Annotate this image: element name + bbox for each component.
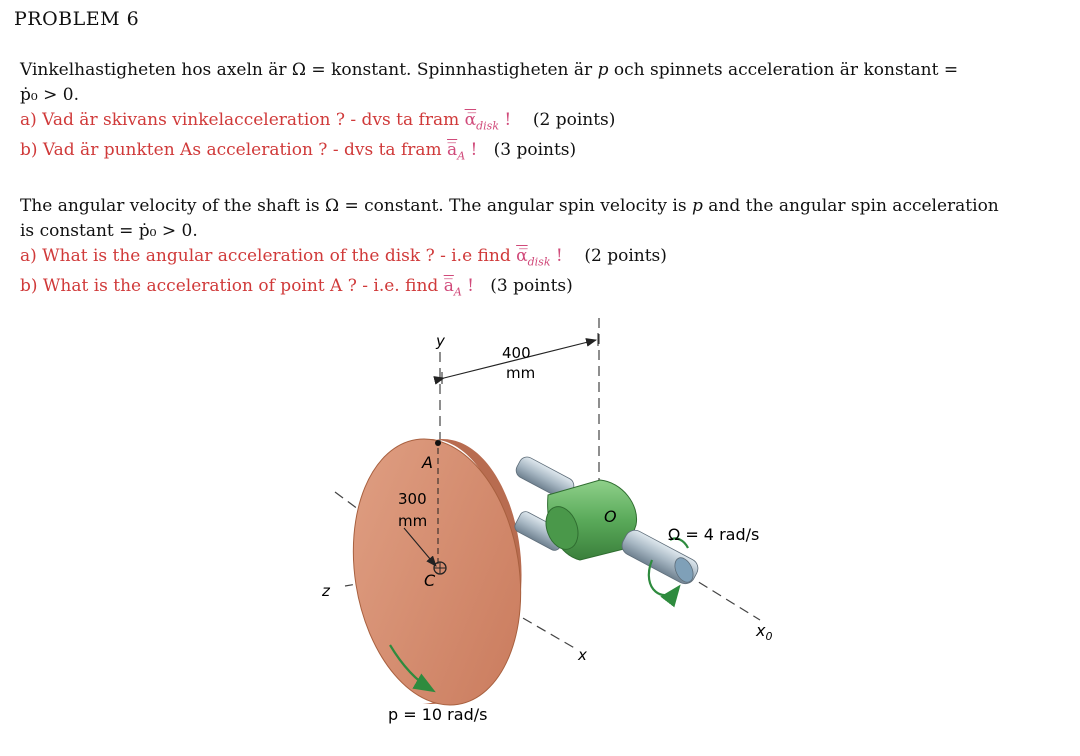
- disk-face: [335, 427, 539, 717]
- english-question-b: b) What is the acceleration of point A ? - i.e. find $a̅_A$ ! (3 points): [20, 276, 573, 299]
- label-o: O: [604, 507, 617, 526]
- label-mm-side: mm: [398, 512, 428, 530]
- label-omega: Ω = 4 rad/s: [668, 525, 760, 544]
- label-p: p = 10 rad/s: [388, 705, 488, 724]
- label-mm-top: mm: [506, 364, 536, 382]
- problem-title: PROBLEM 6: [14, 8, 140, 30]
- label-300: 300: [398, 490, 427, 508]
- label-a: A: [422, 453, 433, 472]
- label-400: 400: [502, 344, 531, 362]
- label-x: x: [578, 646, 587, 664]
- swedish-question-b: b) Vad är punkten As acceleration ? - dvs ta fram $a̅_A$ ! (3 points): [20, 140, 577, 163]
- point-a-dot: [435, 440, 441, 446]
- label-x0: $x_0$: [756, 621, 773, 643]
- label-y: y: [436, 332, 445, 350]
- swedish-intro: Vinkelhastigheten hos axeln är Ω = konstant. Spinnhastigheten är p och spinnets acceleration är konstant = ṗ₀ > 0. a) Vad är skivans vinkelacceleration ? - dvs ta fram $\alpha̅_{disk}$ ! (2 points) b) Vad är punkten As acceleration ? - dvs ta fram $a̅_A$ ! (3 points): [20, 60, 959, 163]
- english-question-a: a) What is the angular acceleration of the disk ? - i.e find $\alpha̅_{disk}$ ! (2 points): [20, 246, 667, 269]
- swedish-question-a: a) Vad är skivans vinkelacceleration ? - dvs ta fram $\alpha̅_{disk}$ ! (2 points): [20, 110, 616, 133]
- english-intro: The angular velocity of the shaft is Ω = constant. The angular spin velocity is p and the angular spin acceleration is constant = ṗ₀ > 0. a) What is the angular acceleration of the disk ? - i.e find $\alpha̅_{disk}$ ! (2 points) b) What is the acceleration of point A ? - i.e. find $a̅_A$ ! (3 points): [20, 196, 999, 299]
- label-z: z: [322, 582, 330, 600]
- label-c: C: [424, 571, 436, 590]
